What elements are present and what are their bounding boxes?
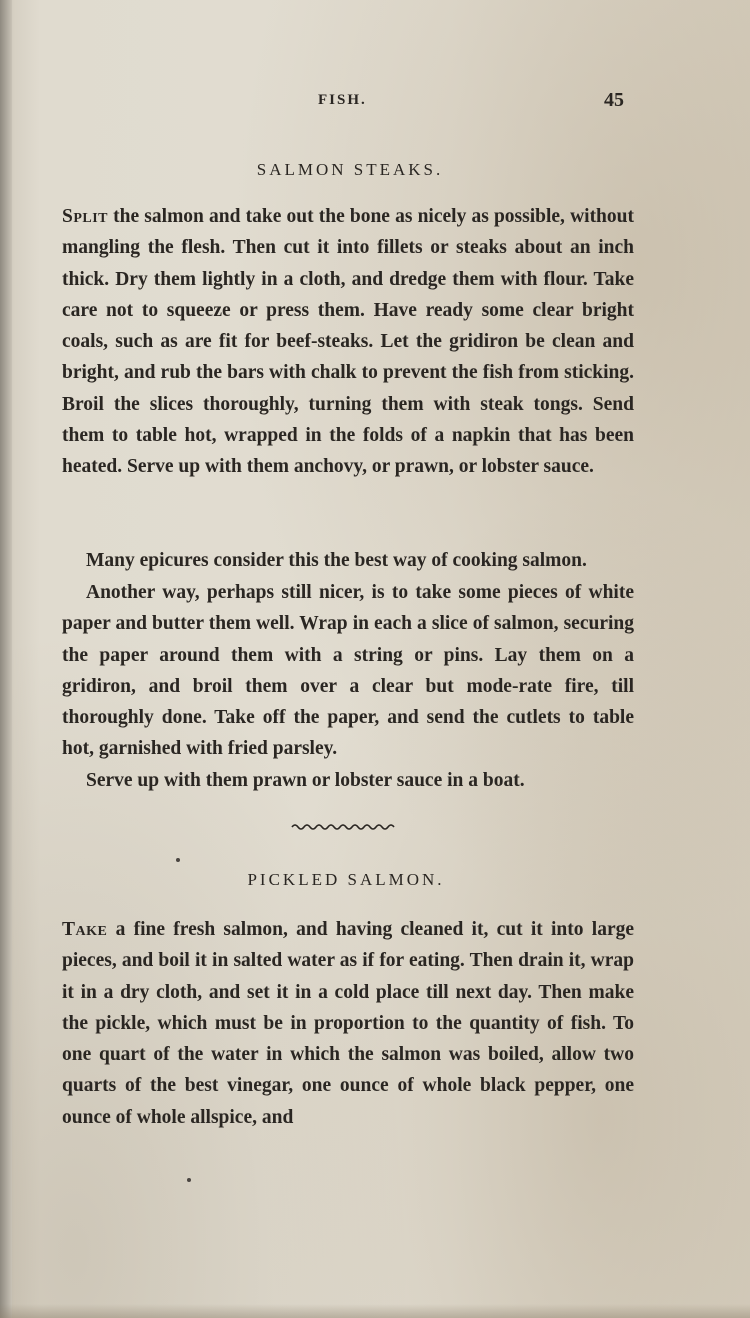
paragraph-pickled-salmon-method (62, 914, 634, 1133)
lead-word: Split (62, 206, 109, 227)
paragraph-salmon-steaks-method (62, 201, 634, 483)
paragraph-serve-note: Serve up with them prawn or lobster sauce in a boat. (86, 770, 525, 791)
lead-word: Take (62, 919, 108, 940)
paragraph-epicures-note: Many epicures consider this the best way of cooking salmon. (86, 550, 587, 571)
page-binding-edge (0, 0, 12, 1318)
ink-speck (187, 1178, 191, 1182)
page-number: 45 (604, 89, 624, 111)
section-heading-salmon-steaks: SALMON STEAKS. (256, 160, 444, 179)
page-bottom-edge (0, 1304, 750, 1318)
paragraph-text: a fine fresh salmon, and having cleaned it, cut it into large pieces, and boil it in salted water as if for eating. Then drain it, wrap it in a dry cloth, and set it in a cold place till next day. Then make the pickle, which must be in proportion to the quantity of fish. To one quart of the water in which the salmon was boiled, allow two quarts of the best vinegar, one ounce of whole black pepper, one ounce of whole allspice, and (62, 919, 634, 1128)
paragraph-text: the salmon and take out the bone as nicely as possible, without mangling the flesh. Then cut it into fillets or steaks about an inch thick. Dry them lightly in a cloth, and dredge them with flour. Take care not to squeeze or press them. Have ready some clear bright coals, such as are fit for beef-steaks. Let the gridiron be clean and bright, and rub the bars with chalk to prevent the fish from sticking. Broil the slices thoroughly, turning them with steak tongs. Send them to table hot, wrapped in the folds of a napkin that has been heated. Serve up with them anchovy, or prawn, or lobster sauce. (62, 206, 634, 478)
ink-speck (176, 858, 180, 862)
running-head (0, 89, 750, 120)
section-heading-pickled-salmon: PICKLED SALMON. (247, 870, 445, 889)
section-divider-ornament (290, 820, 396, 834)
running-head-title: FISH. (318, 92, 367, 108)
paragraph-another-way: Another way, perhaps still nicer, is to take some pieces of white paper and butter them well. Wrap in each a slice of salmon, securing the paper around them with a string or pins. Lay them on a gridiron, and broil them over a clear but mode-rate fire, till thoroughly done. Take off the paper, and send the cutlets to table hot, garnished with fried parsley. (62, 582, 634, 760)
